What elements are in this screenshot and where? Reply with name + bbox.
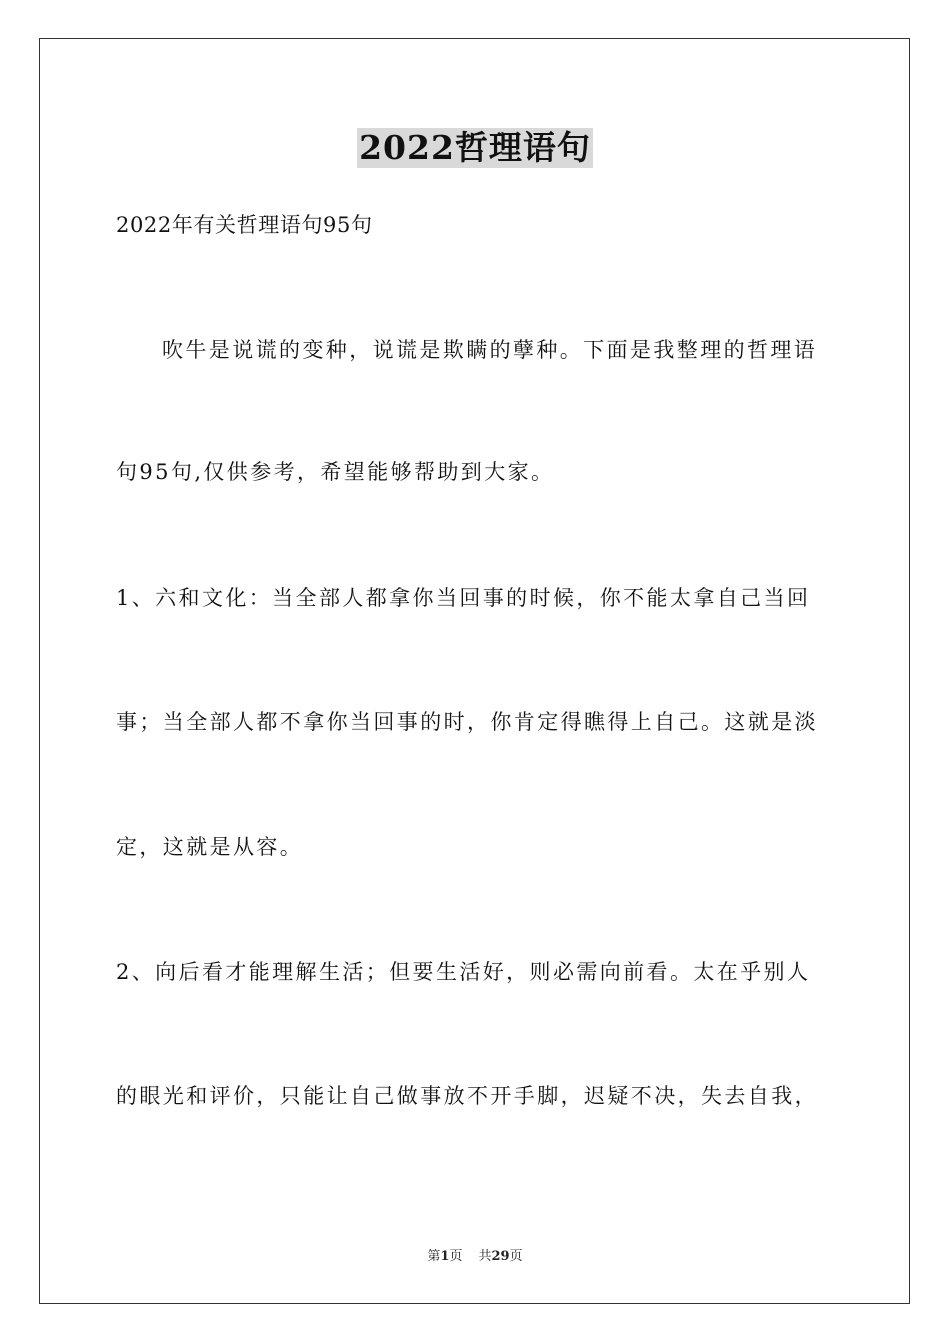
body-line-7: 的眼光和评价，只能让自己做事放不开手脚，迟疑不决，失去自我， [116,1084,818,1108]
page-footer [0,1248,950,1266]
body-line-5: 定，这就是从容。 [116,835,304,859]
footer-page-number: 1 [440,1249,450,1264]
body-line-6: 2、向后看才能理解生活；但要生活好，则必需向前看。太在乎别人 [116,960,811,984]
body-line-4: 事；当全部人都不拿你当回事的时，你肯定得瞧得上自己。这就是淡 [116,710,818,734]
footer-page-suffix: 页 [449,1249,463,1264]
document-subtitle: 2022年有关哲理语句95句 [116,213,373,237]
document-title-wrapper [0,128,950,168]
body-line-3: 1、六和文化：当全部人都拿你当回事的时候，你不能太拿自己当回 [116,586,811,610]
footer-page-prefix: 第 [427,1249,441,1264]
body-line-2: 句95句,仅供参考，希望能够帮助到大家。 [116,460,555,484]
footer-total-pages: 29 [491,1249,510,1264]
document-title: 2022哲理语句 [359,128,591,167]
body-line-1: 吹牛是说谎的变种，说谎是欺瞒的孽种。下面是我整理的哲理语 [162,338,818,362]
footer-total-suffix: 页 [509,1249,523,1264]
footer-total-prefix: 共 [478,1249,492,1264]
